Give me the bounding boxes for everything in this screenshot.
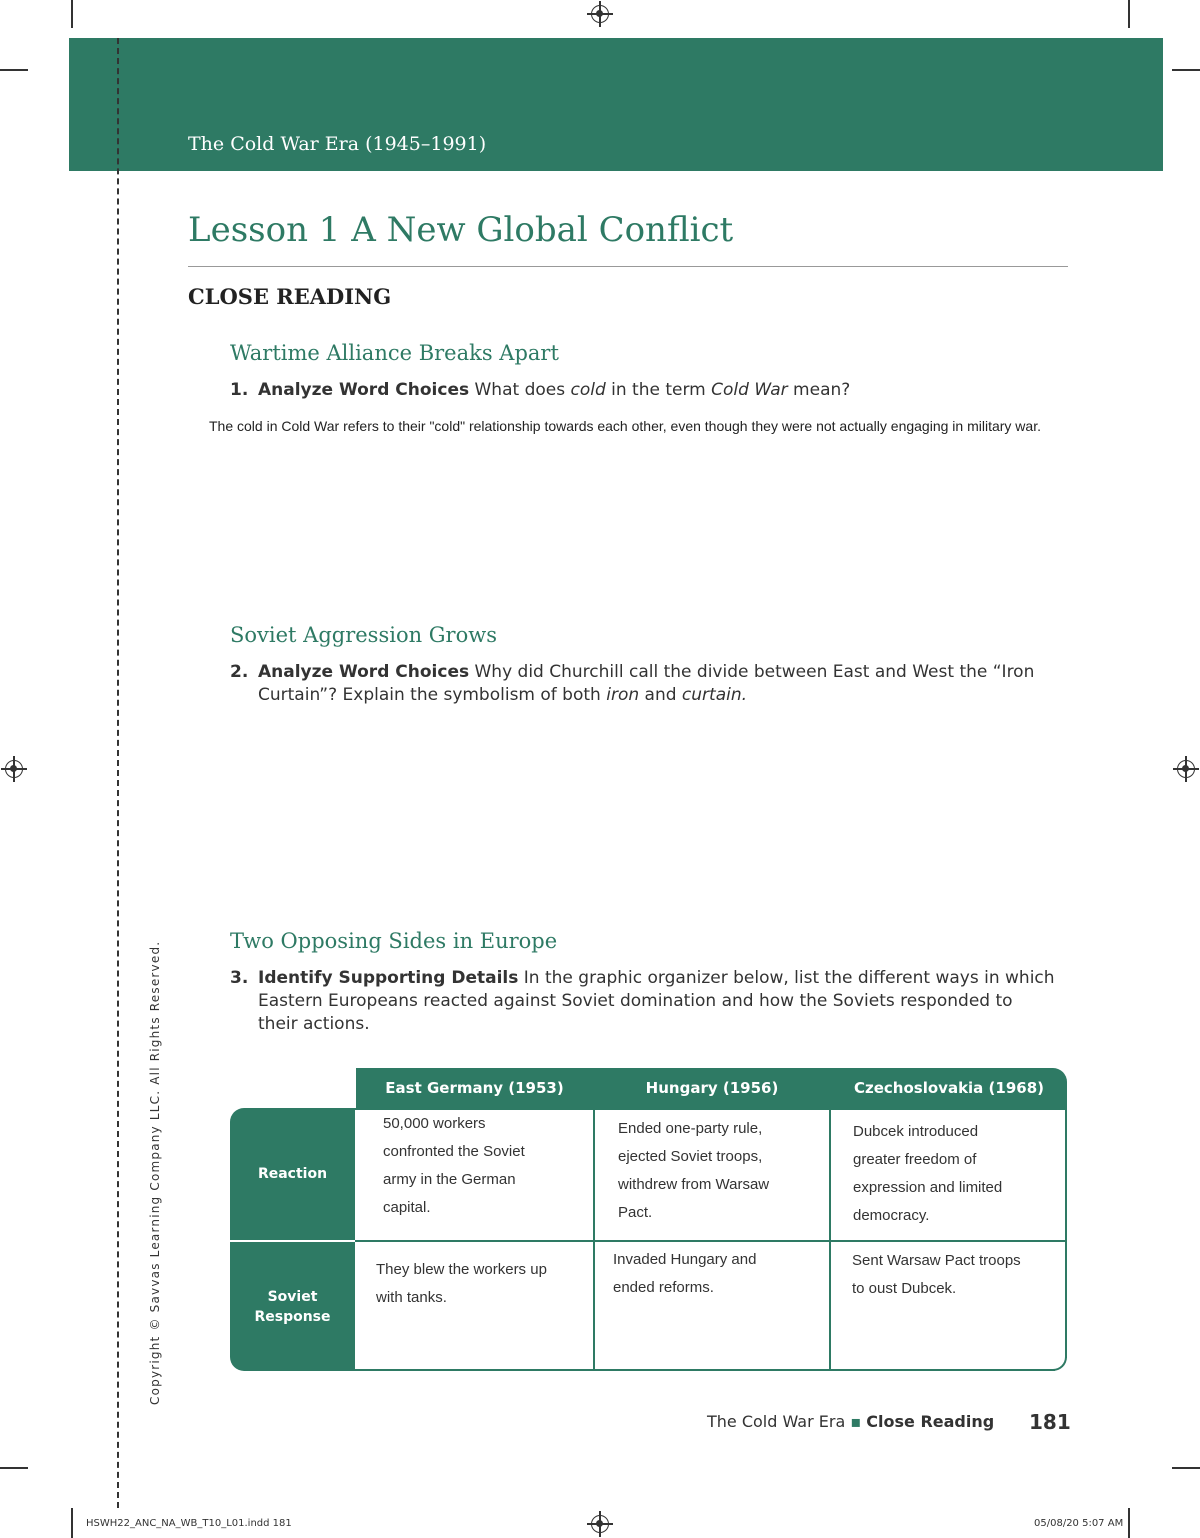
table-cell[interactable] <box>613 1246 756 1302</box>
table-border <box>1065 1100 1067 1358</box>
cell-line: Ended one-party rule, <box>618 1120 763 1137</box>
cell-line: withdrew from Warsaw <box>618 1176 770 1193</box>
row-header-line: Soviet <box>267 1288 318 1305</box>
cell-line: democracy. <box>853 1207 930 1224</box>
column-header: Czechoslovakia (1968) <box>831 1068 1067 1108</box>
question-text: and <box>644 685 677 705</box>
registration-mark-icon <box>1177 760 1195 778</box>
question-text: their actions. <box>258 1014 370 1034</box>
crop-mark <box>1172 1467 1200 1469</box>
registration-mark-icon <box>591 1515 609 1533</box>
cell-line: to oust Dubcek. <box>852 1280 957 1297</box>
table-border <box>355 1240 1067 1242</box>
question-text: Why did Churchill call the divide between East and West the “Iron <box>474 662 1035 682</box>
cell-line: expression and limited <box>853 1179 1003 1196</box>
table-cell[interactable] <box>376 1256 547 1312</box>
question-text: What does <box>474 380 566 400</box>
cell-line: capital. <box>383 1199 431 1216</box>
crop-mark <box>1128 1508 1130 1538</box>
copyright-notice: Copyright © Savvas Learning Company LLC. All Rights Reserved. <box>148 940 162 1405</box>
footer-section: Close Reading <box>866 1412 995 1431</box>
question-number: 2. <box>230 662 249 682</box>
registration-mark-icon <box>5 760 23 778</box>
footer-bullet: ▪ <box>850 1412 862 1431</box>
table-corner <box>1043 1347 1067 1371</box>
cell-line: 50,000 workers <box>383 1115 486 1132</box>
question-text: in the term <box>611 380 706 400</box>
date-slug: 05/08/20 5:07 AM <box>1034 1518 1124 1529</box>
cell-line: Invaded Hungary and <box>613 1251 757 1268</box>
question-text: In the graphic organizer below, list the different ways in which <box>523 968 1055 988</box>
crop-mark <box>0 69 28 71</box>
crop-mark <box>0 1467 28 1469</box>
cell-line: They blew the workers up <box>376 1261 547 1278</box>
table-border <box>355 1369 1055 1371</box>
file-slug: HSWH22_ANC_NA_WB_T10_L01.indd 181 <box>86 1518 292 1529</box>
cell-line: with tanks. <box>376 1289 447 1306</box>
question-text: mean? <box>793 380 851 400</box>
lesson-title: Lesson 1 A New Global Conflict <box>188 210 734 250</box>
question-emphasis: Cold War <box>711 380 788 400</box>
question-number: 3. <box>230 968 249 988</box>
section-label: CLOSE READING <box>188 284 392 309</box>
cell-line: ejected Soviet troops, <box>618 1148 763 1165</box>
section-heading: Soviet Aggression Grows <box>230 623 497 647</box>
footer-running-title: The Cold War Era <box>707 1412 846 1431</box>
crop-mark <box>1172 69 1200 71</box>
question-text: Eastern Europeans reacted against Soviet domination and how the Soviets responded to <box>258 991 1013 1011</box>
cell-line: Pact. <box>618 1204 653 1221</box>
question-label: Identify Supporting Details <box>258 968 519 988</box>
question-number: 1. <box>230 380 249 400</box>
row-header-reaction: Reaction <box>230 1108 355 1240</box>
column-header: East Germany (1953) <box>356 1068 593 1108</box>
cell-line: greater freedom of <box>853 1151 977 1168</box>
unit-title: The Cold War Era (1945–1991) <box>188 133 487 155</box>
question-2 <box>230 661 1070 707</box>
section-heading: Two Opposing Sides in Europe <box>230 929 558 953</box>
question-3 <box>230 967 1070 1036</box>
margin-guide <box>117 38 119 1508</box>
question-emphasis: cold <box>570 380 606 400</box>
crop-mark <box>1128 0 1130 28</box>
question-1 <box>230 379 1070 402</box>
cell-line: confronted the Soviet <box>383 1143 525 1160</box>
row-header-soviet-response <box>230 1242 355 1371</box>
cell-line: army in the German <box>383 1171 516 1188</box>
crop-mark <box>71 0 73 28</box>
table-border <box>593 1068 595 1371</box>
row-header-line: Response <box>254 1308 331 1325</box>
table-cell[interactable] <box>853 1118 1002 1230</box>
answer-1[interactable]: The cold in Cold War refers to their "cold" relationship towards each other, even though they were not actually engaging in military war. <box>209 418 1041 434</box>
table-border <box>829 1068 831 1371</box>
footer <box>707 1412 994 1431</box>
cell-line: Sent Warsaw Pact troops <box>852 1252 1021 1269</box>
cell-line: ended reforms. <box>613 1279 714 1296</box>
column-header: Hungary (1956) <box>595 1068 829 1108</box>
registration-mark-icon <box>591 5 609 23</box>
table-cell[interactable] <box>383 1110 525 1222</box>
question-label: Analyze Word Choices <box>258 380 470 400</box>
page-number: 181 <box>1029 1410 1071 1434</box>
title-rule <box>188 266 1068 267</box>
question-label: Analyze Word Choices <box>258 662 470 682</box>
cell-line: Dubcek introduced <box>853 1123 979 1140</box>
section-heading: Wartime Alliance Breaks Apart <box>230 341 559 365</box>
question-emphasis: curtain. <box>681 685 748 705</box>
crop-mark <box>71 1508 73 1538</box>
question-emphasis: iron <box>606 685 640 705</box>
table-cell[interactable] <box>852 1247 1021 1303</box>
table-cell[interactable] <box>618 1115 769 1227</box>
question-text: Curtain”? Explain the symbolism of both <box>258 685 601 705</box>
